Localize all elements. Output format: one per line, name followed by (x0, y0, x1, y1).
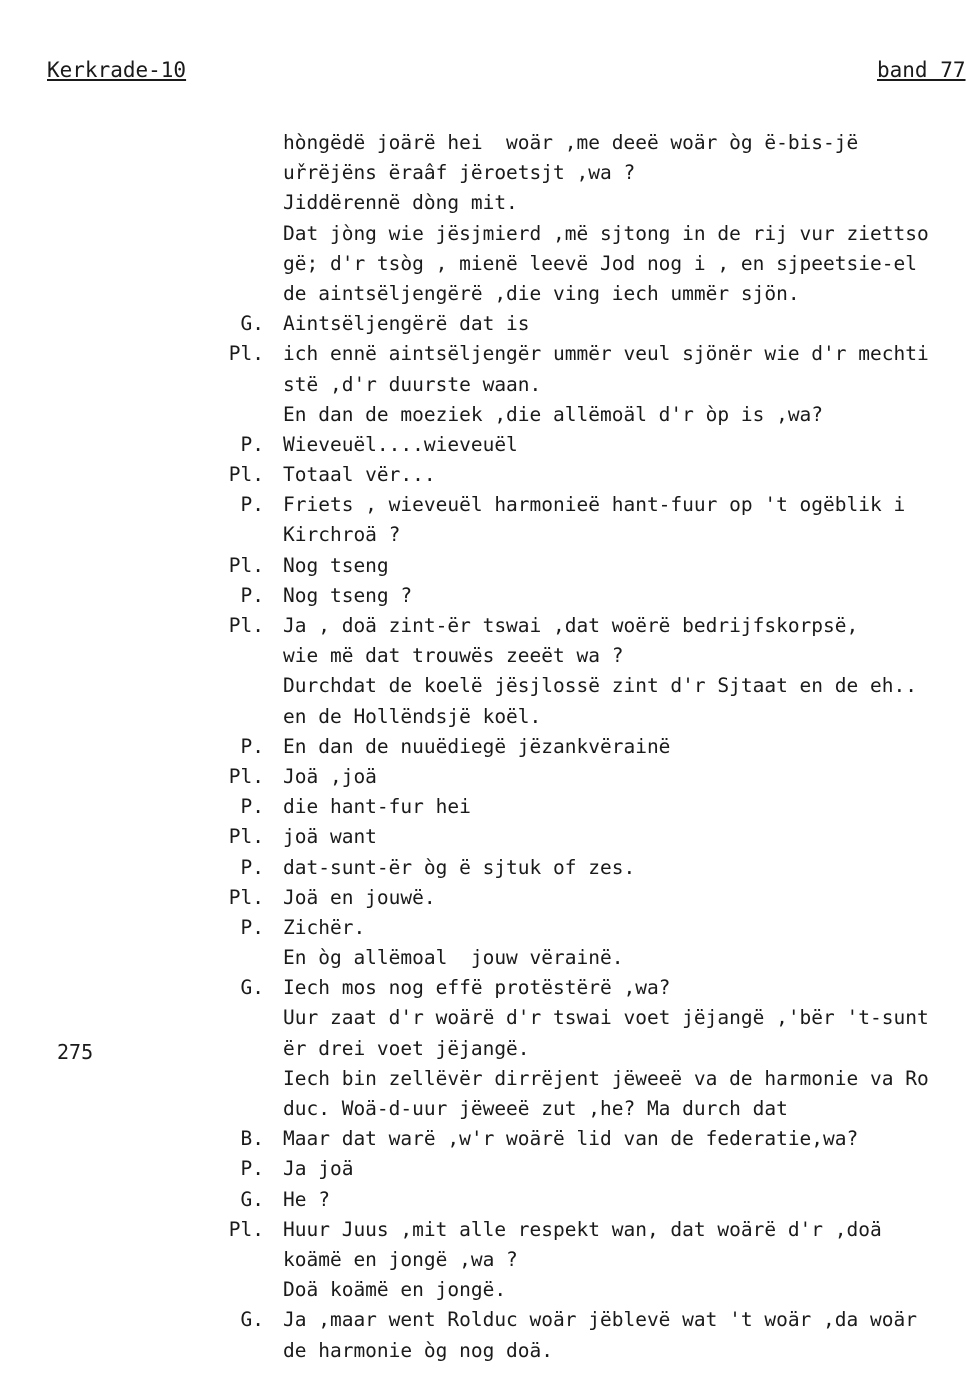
line-text: Wieveuël....wieveuël (283, 432, 518, 456)
line-text: Iech bin zellëvër dirrëjent jëweeë va de harmonie va Ro (283, 1066, 929, 1090)
line-text: stë ,d'r duurste waan. (283, 372, 542, 396)
line-text: hòngëdë joärë hei woär ,me deeë woär òg ë-bis-jë (283, 131, 859, 154)
transcript-line (0, 1154, 966, 1184)
line-text: Kirchroä ? (283, 523, 401, 547)
transcript-line (0, 611, 966, 641)
line-text: dat-sunt-ër òg ë sjtuk of zes. (283, 855, 636, 879)
line-text: Ja joä (283, 1157, 354, 1181)
transcript-line (0, 460, 966, 490)
speaker-label: G. (240, 1308, 264, 1332)
speaker-label: Pl. (228, 463, 264, 487)
transcript (0, 128, 966, 1366)
line-text: uřrëjëns ëraâf jëroetsjt ,wa ? (283, 161, 636, 185)
transcript-line (0, 551, 966, 581)
line-text: Zichër. (283, 915, 366, 939)
speaker-label: P. (240, 915, 264, 939)
line-text: Nog tseng ? (283, 583, 413, 607)
transcript-line (0, 490, 966, 520)
line-text: Friets , wieveuël harmonieë hant-fuur op 't ogëblik i (283, 493, 906, 517)
transcript-line (0, 581, 966, 611)
speaker-label: Pl. (228, 614, 264, 637)
transcript-line (0, 641, 966, 671)
transcript-line (0, 249, 966, 279)
line-text: En òg allëmoal jouw vërainë. (283, 946, 624, 970)
transcript-line (0, 520, 966, 550)
transcript-line (0, 913, 966, 943)
transcript-line (0, 702, 966, 732)
transcript-line (0, 339, 966, 369)
line-text: joä want (283, 825, 377, 849)
line-text: Aintsëljengërë dat is (283, 312, 530, 336)
line-text: koämë en jongë ,wa ? (283, 1247, 518, 1271)
line-text: En dan de moeziek ,die allëmoäl d'r òp is ,wa? (283, 402, 824, 426)
transcript-line (0, 158, 966, 188)
speaker-label: Pl. (228, 885, 264, 909)
line-text: Joä en jouwë. (283, 885, 436, 909)
line-text: Doä koämë en jongë. (283, 1278, 507, 1302)
speaker-label: P. (240, 432, 264, 456)
transcript-line (0, 188, 966, 218)
transcript-line (0, 762, 966, 792)
speaker-label: G. (240, 1187, 264, 1211)
transcript-line (0, 732, 966, 762)
line-text: duc. Woä-d-uur jëweeë zut ,he? Ma durch dat (283, 1097, 788, 1120)
speaker-label: Pl. (228, 342, 264, 366)
transcript-line (0, 279, 966, 309)
transcript-line (0, 1245, 966, 1275)
line-text: Ja , doä zint-ër tswai ,dat woërë bedrijfskorpsë, (283, 614, 859, 637)
transcript-line (0, 883, 966, 913)
transcript-line (0, 792, 966, 822)
line-text: Durchdat de koelë jësjlossë zint d'r Sjtaat en de eh.. (283, 674, 917, 698)
transcript-line (0, 973, 966, 1003)
line-text: Huur Juus ,mit alle respekt wan, dat woärë d'r ,doä (283, 1217, 882, 1241)
line-text: de harmonie òg nog doä. (283, 1338, 554, 1362)
transcript-line (0, 1185, 966, 1215)
line-text: Ja ,maar went Rolduc woär jëblevë wat 't woär ,da woär (283, 1308, 917, 1332)
transcript-line (0, 1064, 966, 1094)
line-text: Dat jòng wie jësjmierd ,më sjtong in de rij vur ziettso (283, 221, 929, 245)
page-header-left: Kerkrade-10 (47, 58, 187, 82)
transcript-line (0, 1336, 966, 1366)
transcript-line (0, 128, 966, 158)
line-text: en de Hollëndsjë koël. (283, 704, 542, 728)
line-text: de aintsëljengërë ,die ving iech ummër sjön. (283, 281, 800, 305)
speaker-label: Pl. (228, 825, 264, 849)
line-text: Iech mos nog effë protëstërë ,wa? (283, 976, 671, 1000)
transcript-line (0, 943, 966, 973)
line-text: En dan de nuuëdiegë jëzankvërainë (283, 734, 671, 758)
transcript-line (0, 400, 966, 430)
speaker-label: P. (240, 493, 264, 517)
line-text: Joä ,joä (283, 764, 377, 788)
speaker-label: P. (240, 583, 264, 607)
line-text: Maar dat warë ,w'r woärë lid van de federatie,wa? (283, 1127, 859, 1151)
line-text: Uur zaat d'r woärë d'r tswai voet jëjangë ,'bër 't-sunt (283, 1006, 929, 1030)
transcript-line (0, 309, 966, 339)
page-header-right: band 77 (877, 58, 966, 82)
line-text: ër drei voet jëjangë. (283, 1036, 530, 1060)
speaker-label: P. (240, 795, 264, 819)
speaker-label: Pl. (228, 1217, 264, 1241)
line-text: Totaal vër... (283, 463, 436, 487)
line-text: wie më dat trouwës zeeët wa ? (283, 644, 624, 668)
transcript-line (0, 1275, 966, 1305)
transcript-line (0, 853, 966, 883)
line-text: ich ennë aintsëljengër ummër veul sjönër wie d'r mechti (283, 342, 929, 366)
margin-number: 275 (57, 1040, 94, 1064)
transcript-line (0, 1124, 966, 1154)
speaker-label: Pl. (228, 553, 264, 577)
speaker-label: G. (240, 312, 264, 336)
transcript-line (0, 1305, 966, 1335)
line-text: Nog tseng (283, 553, 389, 577)
speaker-label: P. (240, 1157, 264, 1181)
line-text: He ? (283, 1187, 330, 1211)
transcript-line (0, 671, 966, 701)
transcript-line (0, 1003, 966, 1033)
transcript-line (0, 430, 966, 460)
transcript-line (0, 1094, 966, 1124)
line-text: gë; d'r tsòg , mienë leevë Jod nog i , en sjpeetsie-el (283, 251, 917, 275)
line-text: die hant-fur hei (283, 795, 471, 819)
speaker-label: P. (240, 855, 264, 879)
speaker-label: G. (240, 976, 264, 1000)
speaker-label: Pl. (228, 764, 264, 788)
speaker-label: P. (240, 734, 264, 758)
transcript-line (0, 822, 966, 852)
speaker-label: B. (240, 1127, 264, 1151)
transcript-line (0, 1034, 966, 1064)
transcript-line (0, 219, 966, 249)
transcript-line (0, 1215, 966, 1245)
transcript-line (0, 370, 966, 400)
line-text: Jiddërennë dòng mit. (283, 191, 518, 215)
